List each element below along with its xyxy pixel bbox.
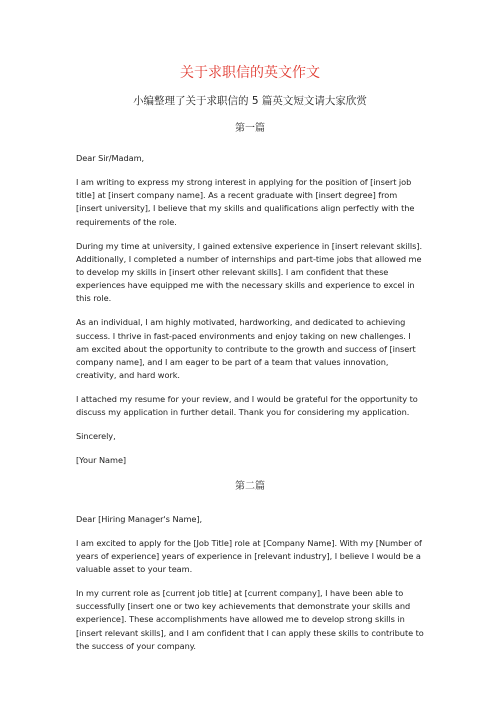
document-title: 关于求职信的英文作文 [180,65,320,81]
body-paragraph: I am excited to apply for the [Job Title] role at [Company Name]. With my [Number of years of experience] years of experience in [relevant industry], I believe I would be a valuable asset to your team. [76,537,422,575]
section-heading: 第二篇 [235,480,265,492]
body-paragraph: As an individual, I am highly motivated, hardworking, and dedicated to achieving success. I thrive in fast-paced environments and enjoy taking on new challenges. I am excited about the opportunity to contribute to the growth and success of [insert company name], and I am eager to be part of a team that values innovation, creativity, and hard work. [76,317,416,381]
signature-name: [Your Name] [76,455,127,466]
essay-section-2 [76,480,424,653]
body-paragraph: I am writing to express my strong interest in applying for the position of [insert job title] at [insert company name]. As a recent graduate with [insert degree] from [insert university], I believe that my skills and qualifications align perfectly with the requirements of the role. [76,177,415,227]
salutation: Dear Sir/Madam, [76,153,145,163]
section-heading: 第一篇 [235,123,265,134]
salutation: Dear [Hiring Manager's Name], [76,513,203,524]
body-paragraph: I attached my resume for your review, and I would be grateful for the opportunity to discuss my application in further detail. Thank you for considering my application. [76,394,418,418]
body-paragraph: In my current role as [current job title] at [current company], I have been able to successfully [insert one or two key achievements that demonstrate your skills and experience]. These accomplishments have allowed me to develop strong skills in [insert relevant skills], and I am confident that I can apply these skills to contribute to the success of your company. [76,588,424,651]
essay-section-1 [76,122,424,468]
document-subtitle: 小编整理了关于求职信的 5 篇英文短文请大家欣赏 [133,95,367,107]
body-paragraph: During my time at university, I gained extensive experience in [insert relevant skills]. Additionally, I completed a number of internships and part-time jobs that allowed me to develop my skills in [insert other relevant skills]. I am confident that these experiences have equipped me with the necessary skills and experience to excel in this role. [76,240,422,304]
closing: Sincerely, [76,431,116,442]
